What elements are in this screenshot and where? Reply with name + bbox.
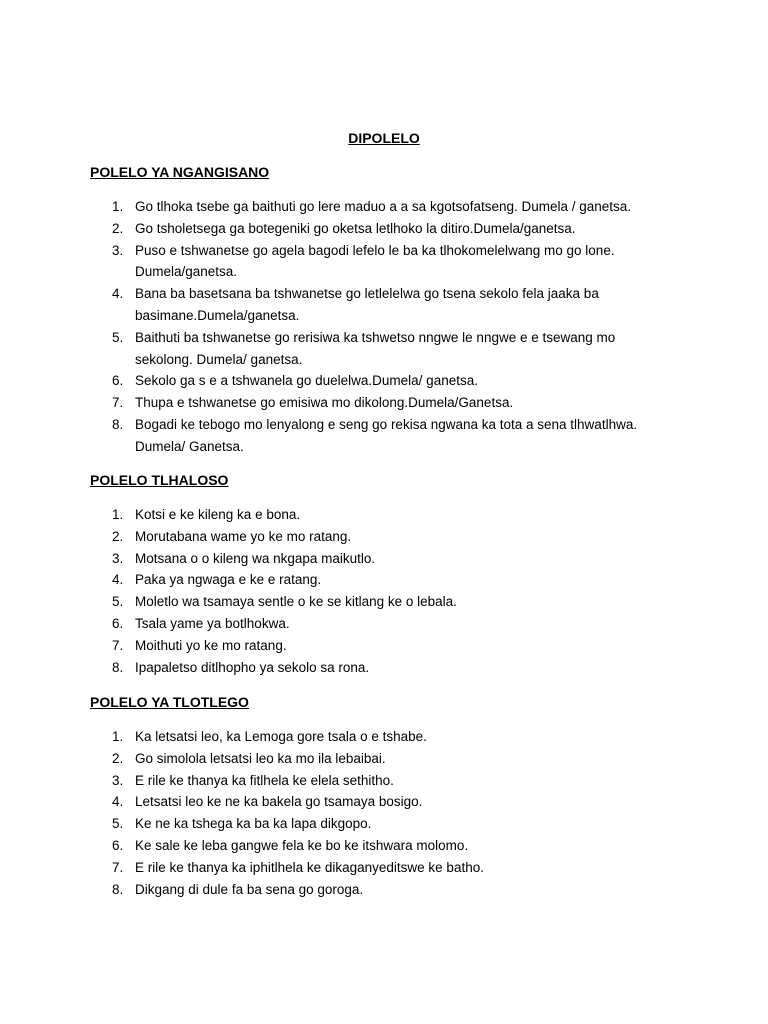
list-item	[90, 835, 655, 857]
list-item	[90, 548, 655, 570]
list-number: 5.	[112, 816, 124, 832]
list-item-text: E rile ke thanya ka iphitlhela ke dikaganyeditswe ke batho.	[135, 859, 484, 875]
list-number: 4.	[112, 794, 124, 810]
list-item-text: E rile ke thanya ka fitlhela ke elela sethitho.	[135, 772, 394, 788]
list-number: 3.	[112, 550, 124, 566]
list-item	[90, 770, 655, 792]
list-item	[90, 635, 655, 657]
list-item-text: Thupa e tshwanetse go emisiwa mo dikolong.Dumela/Ganetsa.	[135, 395, 514, 411]
numbered-list	[90, 504, 690, 678]
list-number: 6.	[112, 373, 124, 389]
list-item	[90, 791, 655, 813]
list-item	[90, 613, 655, 635]
list-number: 4.	[112, 572, 124, 588]
list-item-text: Kotsi e ke kileng ka e bona.	[135, 507, 301, 522]
list-item	[90, 813, 655, 835]
list-item-text: Sekolo ga s e a tshwanela go duelelwa.Dumela/ ganetsa.	[135, 373, 478, 389]
section-heading: POLELO YA TLOTLEGO	[90, 694, 249, 710]
section-heading: POLELO TLHALOSO	[90, 472, 229, 488]
list-item-text: Ke ne ka tshega ka ba ka lapa dikgopo.	[135, 816, 372, 832]
list-item-text: Baithuti ba tshwanetse go rerisiwa ka tshwetso nngwe le nngwe e e tsewang mo sekolong. Dumela/ ganetsa.	[135, 329, 616, 367]
list-item	[90, 283, 655, 327]
list-number: 7.	[112, 859, 124, 875]
list-item	[90, 857, 655, 879]
list-number: 3.	[112, 772, 124, 788]
list-item	[90, 370, 655, 392]
list-item-text: Bogadi ke tebogo mo lenyalong e seng go rekisa ngwana ka tota a sena tlhwatlhwa. Dumela/ Ganetsa.	[135, 416, 638, 454]
document-title: DIPOLELO	[348, 130, 420, 146]
list-item	[90, 879, 655, 901]
list-item	[90, 726, 655, 748]
list-item-text: Puso e tshwanetse go agela bagodi lefelo le ba ka tlhokomelelwang mo go lone. Dumela/ganetsa.	[135, 242, 615, 280]
list-item-text: Ke sale ke leba gangwe fela ke bo ke itshwara molomo.	[135, 837, 469, 853]
section-polelo-tlhaloso	[90, 470, 690, 678]
list-item-text: Moletlo wa tsamaya sentle o ke se kitlang ke o lebala.	[135, 594, 457, 610]
list-item-text: Go simolola letsatsi leo ka mo ila lebaibai.	[135, 750, 386, 766]
list-item	[90, 748, 655, 770]
list-number: 6.	[112, 615, 124, 631]
list-item-text: Morutabana wame yo ke mo ratang.	[135, 528, 352, 544]
list-number: 8.	[112, 416, 124, 432]
list-item	[90, 392, 655, 414]
list-number: 8.	[112, 881, 124, 897]
list-item-text: Letsatsi leo ke ne ka bakela go tsamaya bosigo.	[135, 794, 423, 810]
list-number: 6.	[112, 837, 124, 853]
list-item	[90, 591, 655, 613]
list-number: 7.	[112, 637, 124, 653]
section-polelo-ya-tlotlego	[90, 692, 690, 900]
list-item	[90, 218, 655, 240]
list-number: 1.	[112, 729, 124, 744]
list-item-text: Moithuti yo ke mo ratang.	[135, 637, 287, 653]
list-item	[90, 196, 655, 218]
list-number: 2.	[112, 220, 124, 236]
list-item-text: Ipapaletso ditlhopho ya sekolo sa rona.	[135, 659, 370, 675]
list-number: 5.	[112, 594, 124, 610]
section-heading: POLELO YA NGANGISANO	[90, 164, 270, 180]
section-polelo-ya-ngangisano	[90, 162, 690, 458]
list-number: 2.	[112, 528, 124, 544]
list-number: 7.	[112, 395, 124, 411]
list-item	[90, 526, 655, 548]
list-number: 1.	[112, 507, 124, 522]
list-item	[90, 569, 655, 591]
list-item	[90, 414, 655, 458]
list-item-text: Paka ya ngwaga e ke e ratang.	[135, 572, 322, 588]
list-item	[90, 657, 655, 679]
list-item-text: Ka letsatsi leo, ka Lemoga gore tsala o e tshabe.	[135, 729, 427, 744]
list-number: 3.	[112, 242, 124, 258]
list-item-text: Tsala yame ya botlhokwa.	[135, 615, 290, 631]
list-item-text: Go tlhoka tsebe ga baithuti go lere maduo a a sa kgotsofatseng. Dumela / ganetsa.	[135, 199, 632, 214]
list-item	[90, 504, 655, 526]
numbered-list	[90, 196, 690, 458]
list-number: 8.	[112, 659, 124, 675]
list-item-text: Go tsholetsega ga botegeniki go oketsa letlhoko la ditiro.Dumela/ganetsa.	[135, 220, 576, 236]
numbered-list	[90, 726, 690, 900]
list-item-text: Dikgang di dule fa ba sena go goroga.	[135, 881, 364, 897]
list-item-text: Motsana o o kileng wa nkgapa maikutlo.	[135, 550, 376, 566]
list-item	[90, 240, 655, 284]
list-number: 5.	[112, 329, 124, 345]
list-number: 2.	[112, 750, 124, 766]
list-item-text: Bana ba basetsana ba tshwanetse go letlelelwa go tsena sekolo fela jaaka ba basimane.Dumela/ganetsa.	[135, 286, 599, 323]
list-item	[90, 327, 655, 371]
list-number: 4.	[112, 286, 124, 302]
list-number: 1.	[112, 199, 124, 214]
